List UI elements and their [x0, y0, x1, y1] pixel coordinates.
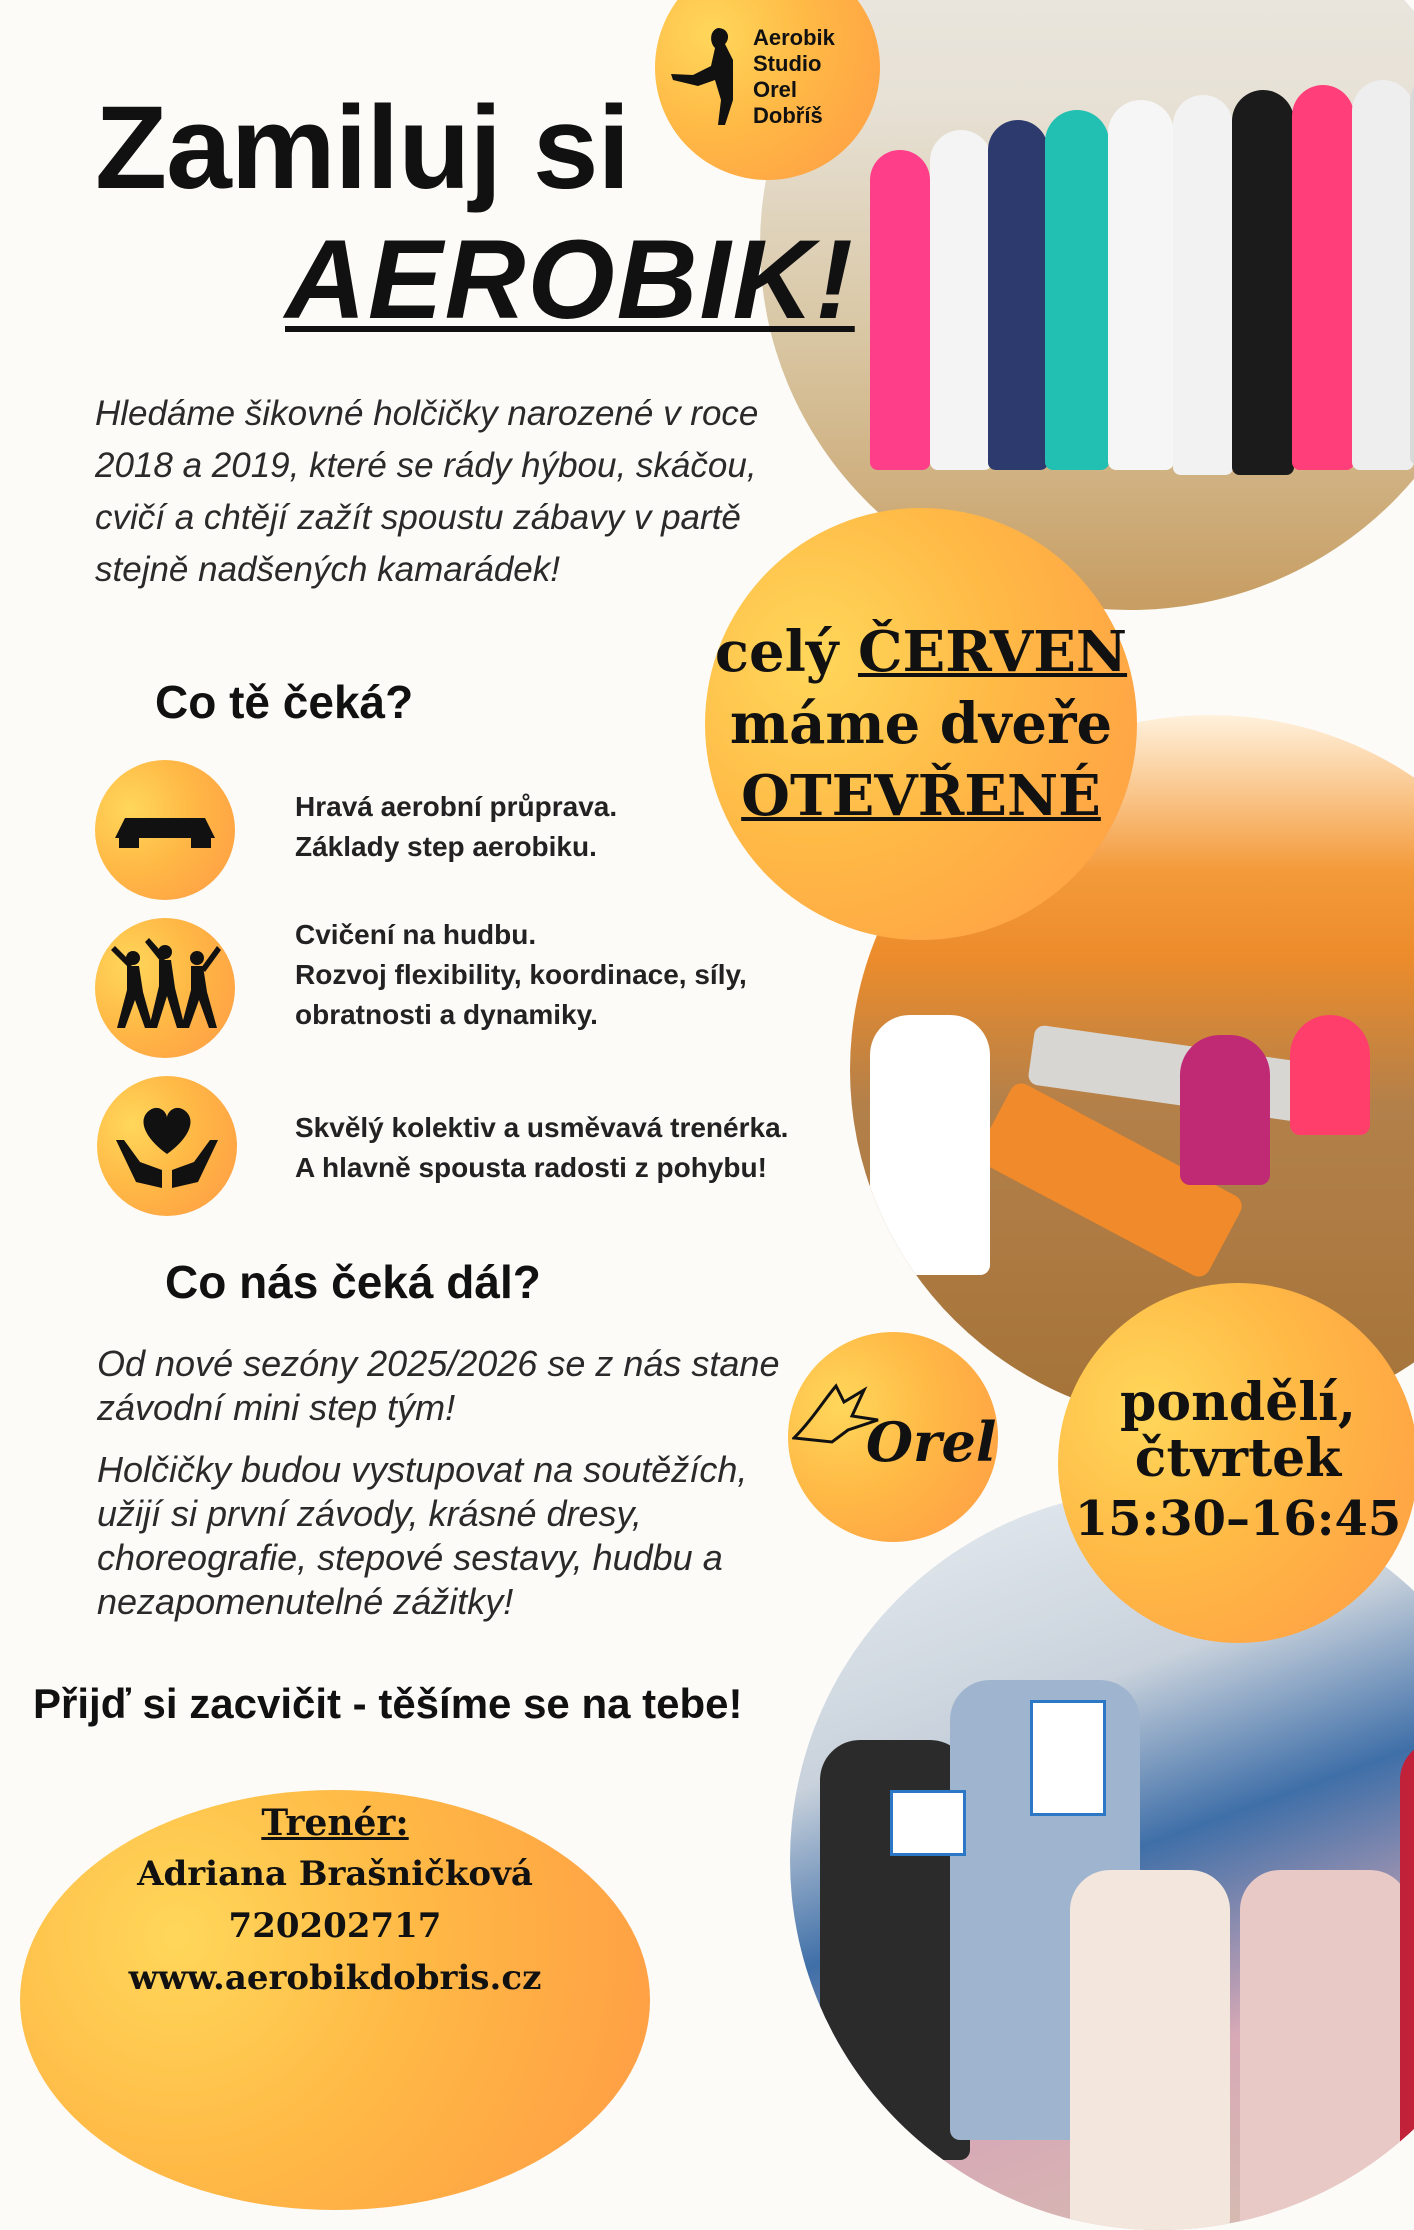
logo-line-2: Studio [753, 51, 822, 76]
logo-line-4: Dobříš [753, 103, 823, 128]
dancers-icon [109, 932, 221, 1044]
orel-logo [788, 1332, 998, 1542]
feature-1-line-2: Základy step aerobiku. [295, 831, 597, 862]
june-line-3: OTEVŘENÉ [741, 763, 1101, 829]
step-board-icon [109, 810, 221, 850]
intro-text: Hledáme šikovné holčičky narozené v roce 2018 a 2019, které se rády hýbou, skáčou, cvičí a chtějí zažít spoustu zábavy v partě stejně nadšených kamarádek! [95, 394, 759, 589]
feature-icon-2 [95, 918, 235, 1058]
feature-2-line-1: Cvičení na hudbu. [295, 919, 537, 950]
feature-icon-1 [95, 760, 235, 900]
feature-2-line-3: obratnosti a dynamiky. [295, 999, 598, 1030]
trainer-name: Adriana Brašničková [137, 1854, 533, 1894]
june-word-2: ČERVEN [857, 619, 1128, 685]
heart-hands-icon [112, 1096, 222, 1196]
feature-3-line-2: A hlavně spousta radosti z pohybu! [295, 1152, 767, 1183]
headline-aerobik: AEROBIK! [285, 217, 855, 342]
june-open-badge [705, 508, 1137, 940]
headline: Zamiluj si [95, 82, 630, 214]
feature-2-text [295, 915, 747, 1035]
feature-1-text [295, 787, 617, 867]
schedule-badge [1058, 1283, 1414, 1643]
feature-3-text [295, 1108, 788, 1188]
logo-line-3: Orel [753, 77, 798, 102]
trainer-website[interactable]: www.aerobikdobris.cz [128, 1958, 542, 1998]
trainer-label: Trenér: [261, 1802, 409, 1844]
feature-2-line-2: Rozvoj flexibility, koordinace, síly, [295, 959, 747, 990]
schedule-time: 15:30–16:45 [1074, 1491, 1402, 1547]
outro-paragraph-1: Od nové sezóny 2025/2026 se z nás stane závodní mini step tým! [97, 1343, 780, 1428]
section2-heading: Co nás čeká dál? [165, 1256, 541, 1308]
schedule-days-1: pondělí, [1120, 1372, 1356, 1433]
dancer-silhouette-icon [663, 20, 763, 140]
trainer-contact [20, 1790, 650, 2210]
feature-icon-3 [97, 1076, 237, 1216]
feature-1-line-1: Hravá aerobní průprava. [295, 791, 618, 822]
schedule-days-2: čtvrtek [1134, 1428, 1342, 1489]
june-word-1: celý [714, 619, 839, 685]
outro-paragraph-2: Holčičky budou vystupovat na soutěžích, užijí si první závody, krásné dresy, choreografie, stepové sestavy, hudbu a nezapomenutelné zážitky! [97, 1449, 748, 1622]
feature-3-line-1: Skvělý kolektiv a usměvavá trenérka. [295, 1112, 789, 1143]
section1-heading: Co tě čeká? [155, 676, 414, 728]
logo-line-1: Aerobik [753, 25, 835, 50]
june-line-2: máme dveře [729, 691, 1113, 757]
trainer-phone: 720202717 [228, 1906, 442, 1946]
call-to-action: Přijď si zacvičit - těšíme se na tebe! [33, 1680, 743, 1727]
orel-logo-text: Orel [866, 1410, 997, 1474]
